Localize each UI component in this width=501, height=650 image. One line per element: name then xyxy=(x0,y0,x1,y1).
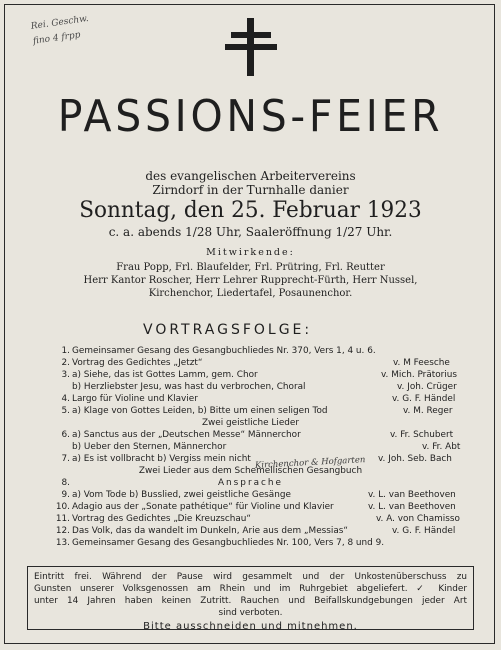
item-number: 10. xyxy=(55,502,70,512)
event-date: Sonntag, den 25. Februar 1923 xyxy=(79,198,422,223)
item-subtitle: Zwei Lieder aus dem Schemellischen Gesangbuch xyxy=(138,466,363,476)
item-composer: v. Mich. Prätorius xyxy=(381,370,458,380)
intro-line-1: des evangelischen Arbeitervereins xyxy=(145,169,356,183)
item-composer: v. M. Reger xyxy=(403,406,453,416)
item-number: 11. xyxy=(55,514,70,524)
item-text: b) Herzliebster Jesu, was hast du verbrochen, Choral xyxy=(72,382,306,392)
cross-icon xyxy=(225,18,277,76)
notice-line-1: Eintritt frei. Während der Pause wird gesammelt und der Unkostenüberschuss zu xyxy=(34,572,467,582)
item-composer: v. Fr. Abt xyxy=(422,442,461,452)
item-composer: v. A. von Chamisso xyxy=(376,514,460,524)
footer-note: Bitte ausschneiden und mitnehmen. xyxy=(143,621,358,632)
notice-line-2: Gunsten unserer Volksgenossen am Rhein und im Ruhrgebiet abgeliefert. ✓ Kinder xyxy=(34,584,467,594)
item-composer: v. M Feesche xyxy=(393,358,450,368)
item-number: 6. xyxy=(61,430,70,440)
item-number: 9. xyxy=(61,490,70,500)
performers-line-3: Kirchenchor, Liedertafel, Posaunenchor. xyxy=(148,288,353,299)
item-composer: v. Fr. Schubert xyxy=(390,430,454,440)
item-text: b) Ueber den Sternen, Männerchor xyxy=(72,442,227,452)
item-composer: v. L. van Beethoven xyxy=(368,490,456,500)
performers-heading: Mitwirkende: xyxy=(206,247,295,258)
item-text: Largo für Violine und Klavier xyxy=(72,394,198,404)
handwritten-insert: Kirchenchor & Hofgarten xyxy=(254,455,366,471)
performers-line-2: Herr Kantor Roscher, Herr Lehrer Rupprecht-Fürth, Herr Nussel, xyxy=(83,275,418,286)
event-time: c. a. abends 1/28 Uhr, Saaleröffnung 1/27 Uhr. xyxy=(108,225,393,239)
item-composer: v. L. van Beethoven xyxy=(368,502,456,512)
item-heading-ansprache: Ansprache xyxy=(217,478,283,488)
notice-line-4: sind verboten. xyxy=(218,608,283,618)
notice-line-3: unter 14 Jahren haben keinen Zutritt. Rauchen und Beifallskundgebungen jeder Art xyxy=(34,596,467,606)
item-number: 2. xyxy=(61,358,70,368)
item-text: Adagio aus der „Sonate pathétique“ für Violine und Klavier xyxy=(72,502,334,512)
item-number: 7. xyxy=(61,454,70,464)
item-number: 8. xyxy=(61,478,70,488)
item-text: Das Volk, das da wandelt im Dunkeln, Arie aus dem „Messias“ xyxy=(72,526,349,536)
item-number: 12. xyxy=(55,526,70,536)
item-composer: v. Joh. Seb. Bach xyxy=(378,454,452,464)
item-number: 4. xyxy=(61,394,70,404)
handwritten-note-1: Rei. Geschw. xyxy=(30,13,90,32)
item-composer: v. G. F. Händel xyxy=(392,526,456,536)
handwritten-note-2: fino 4 frpp xyxy=(32,30,82,47)
item-subtitle: Zwei geistliche Lieder xyxy=(201,418,300,428)
item-number: 13. xyxy=(55,538,70,548)
item-composer: v. Joh. Crüger xyxy=(397,382,457,392)
item-number: 1. xyxy=(61,346,70,356)
page-title: PASSIONS-FEIER xyxy=(57,91,444,142)
item-text: Vortrag des Gedichtes „Jetzt“ xyxy=(72,358,203,368)
item-composer: v. G. F. Händel xyxy=(392,394,456,404)
item-text: Gemeinsamer Gesang des Gesangbuchliedes Nr. 100, Vers 7, 8 und 9. xyxy=(72,538,385,548)
item-text: Vortrag des Gedichtes „Die Kreuzschau“ xyxy=(72,514,252,524)
intro-line-2: Zirndorf in der Turnhalle danier xyxy=(152,183,349,197)
item-text: a) Es ist vollbracht b) Vergiss mein nicht xyxy=(72,454,251,464)
item-text: a) Sanctus aus der „Deutschen Messe“ Männerchor xyxy=(72,430,301,440)
performers-line-1: Frau Popp, Frl. Blaufelder, Frl. Prütring, Frl. Reutter xyxy=(116,262,385,273)
program-heading: VORTRAGSFOLGE: xyxy=(143,322,313,338)
item-text: a) Vom Tode b) Busslied, zwei geistliche Gesänge xyxy=(72,490,291,500)
item-text: Gemeinsamer Gesang des Gesangbuchliedes Nr. 370, Vers 1, 4 u. 6. xyxy=(72,346,376,356)
item-number: 3. xyxy=(61,370,70,380)
item-number: 5. xyxy=(61,406,70,416)
item-text: a) Klage von Gottes Leiden, b) Bitte um einen seligen Tod xyxy=(72,406,328,416)
item-text: a) Siehe, das ist Gottes Lamm, gem. Chor xyxy=(72,370,258,380)
